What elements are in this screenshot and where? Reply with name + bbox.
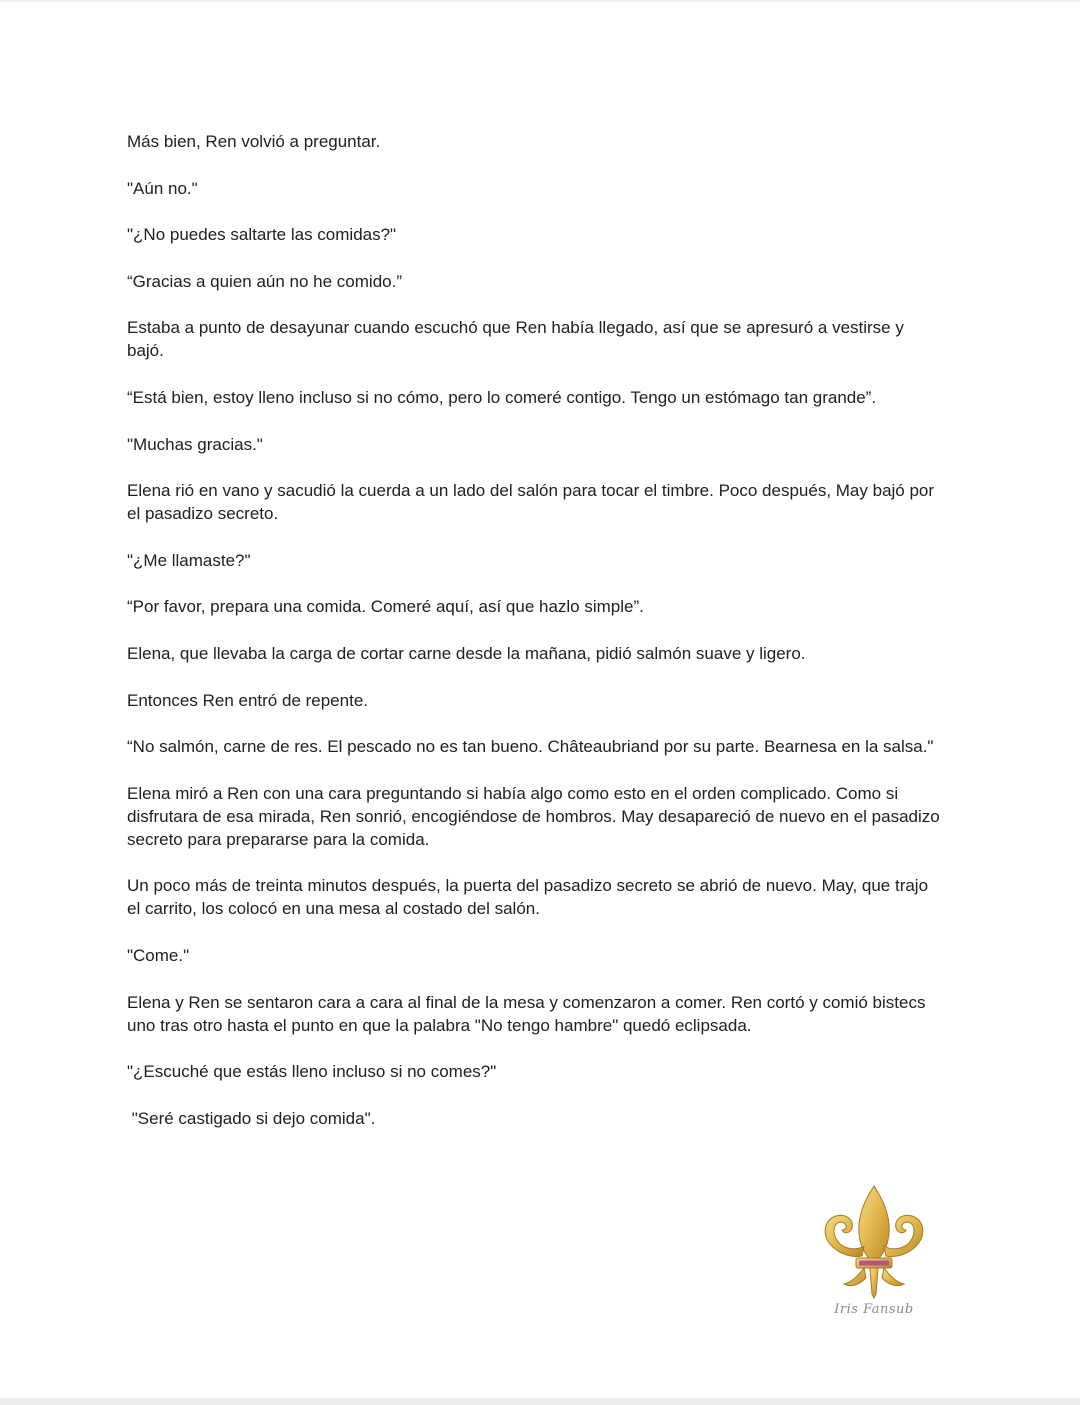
paragraph: Elena miró a Ren con una cara preguntando si había algo como esto en el orden complicado. Como si disfrutara de esa mirada, Ren sonrió, encogiéndose de hombros. May desapareció de nuevo en el pasadizo secreto para prepararse para la comida.: [127, 783, 945, 849]
paragraph: "Muchas gracias.": [127, 434, 263, 454]
paragraph: “Gracias a quien aún no he comido.”: [127, 271, 402, 291]
paragraph: Estaba a punto de desayunar cuando escuchó que Ren había llegado, así que se apresuró a vestirse y bajó.: [127, 318, 909, 361]
paragraph: Entonces Ren entró de repente.: [127, 690, 368, 710]
paragraph: "¿Me llamaste?": [127, 550, 251, 570]
paragraph: "¿No puedes saltarte las comidas?": [127, 225, 397, 245]
logo-caption: Iris Fansub: [834, 1302, 914, 1317]
page-bottom-edge: [0, 1398, 1080, 1405]
paragraph: Más bien, Ren volvió a preguntar.: [127, 132, 381, 151]
paragraph: “Por favor, prepara una comida. Comeré aquí, así que hazlo simple”.: [127, 597, 644, 617]
paragraph: "¿Escuché que estás lleno incluso si no comes?": [127, 1062, 497, 1082]
paragraph: Elena rió en vano y sacudió la cuerda a un lado del salón para tocar el timbre. Poco después, May bajó por el pasadizo secreto.: [127, 481, 939, 524]
paragraph: Elena y Ren se sentaron cara a cara al final de la mesa y comenzaron a comer. Ren cortó y comió bistecs uno tras otro hasta el punto en que la palabra "No tengo hambre" quedó eclipsada.: [127, 992, 931, 1035]
paragraph: “No salmón, carne de res. El pescado no es tan bueno. Châteaubriand por su parte. Bearnesa en la salsa.": [127, 737, 934, 757]
paragraph: "Come.": [127, 945, 190, 965]
paragraph: "Aún no.": [127, 178, 198, 198]
fansub-logo: [812, 1182, 936, 1328]
fleur-de-lis-icon: [812, 1182, 936, 1302]
paragraph: "Seré castigado si dejo comida".: [127, 1108, 376, 1128]
document-body: [127, 130, 945, 1153]
paragraph: Un poco más de treinta minutos después, la puerta del pasadizo secreto se abrió de nuevo. May, que trajo el carrito, los colocó en una mesa al costado del salón.: [127, 876, 933, 919]
document-page: [0, 2, 1080, 1398]
paragraph: Elena, que llevaba la carga de cortar carne desde la mañana, pidió salmón suave y ligero.: [127, 643, 806, 663]
paragraph: “Está bien, estoy lleno incluso si no cómo, pero lo comeré contigo. Tengo un estómago tan grande”.: [127, 387, 877, 407]
